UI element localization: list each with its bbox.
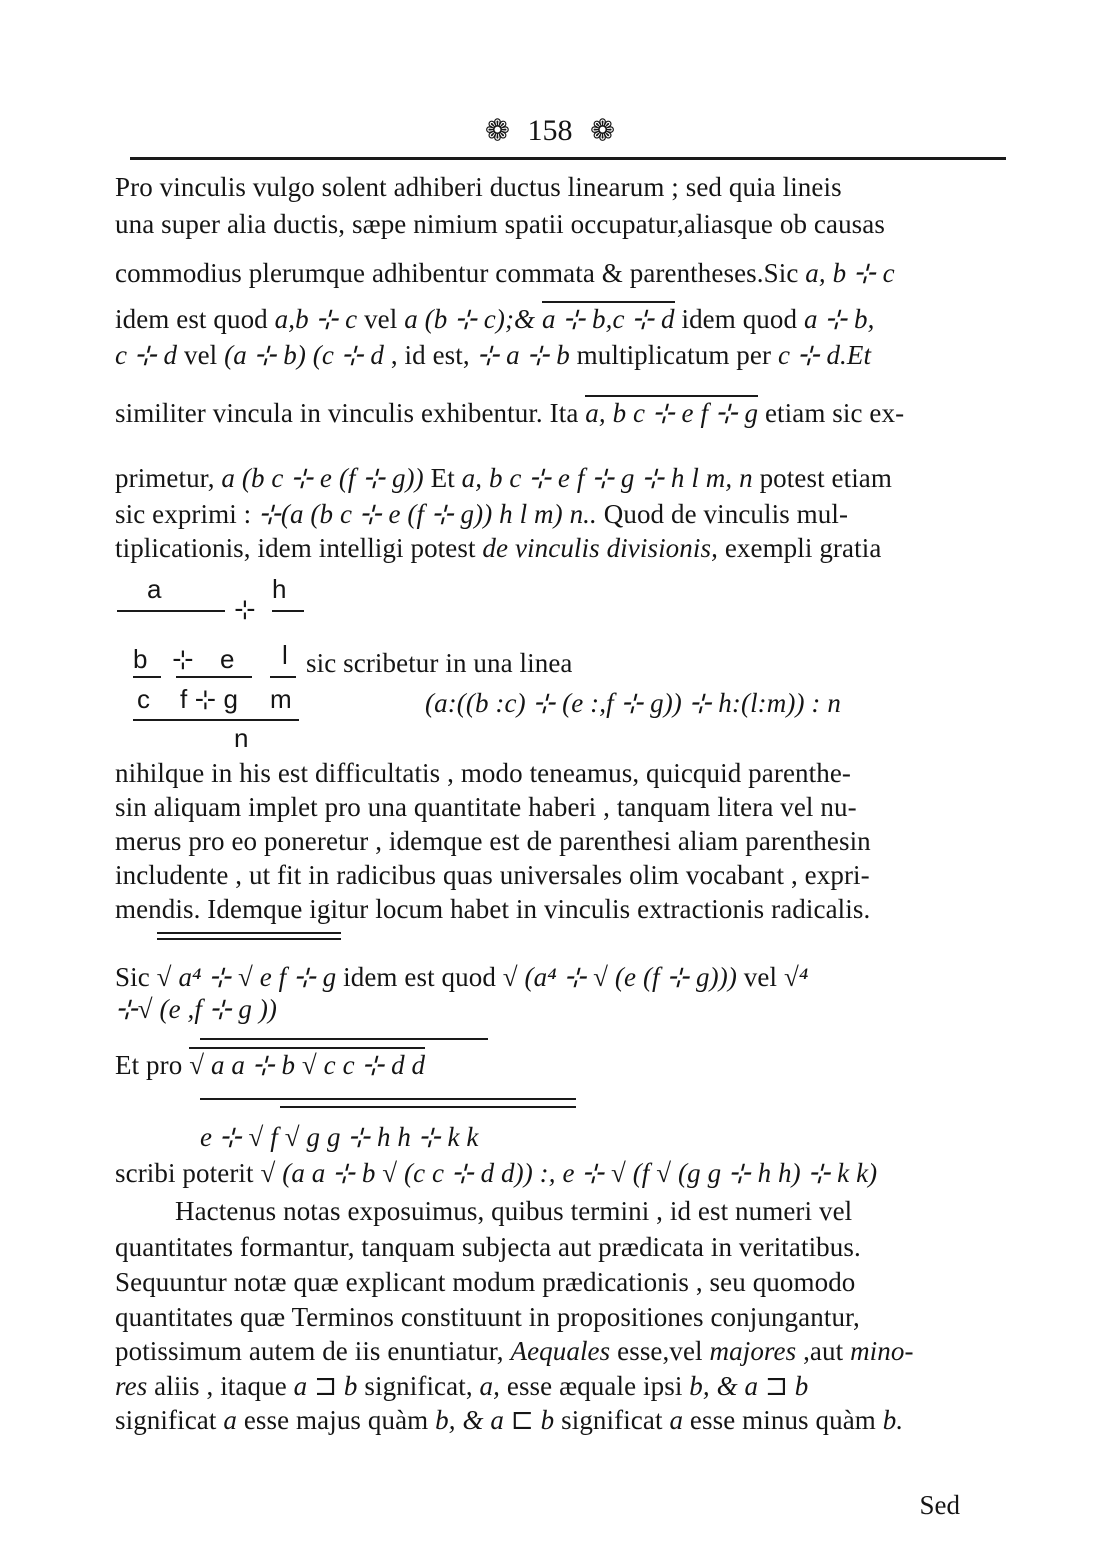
text-line-11: nihilque in his est difficultatis , modo teneamus, quicquid parenthe- [115,758,852,788]
text-line-1: Pro vinculis vulgo solent adhiberi ductus linearum ; sed quia lineis [115,172,842,202]
formula-m16: √ (a⁴ ⊹ √ (e (f ⊹ g))) [502,962,737,992]
text-line-24 [115,1371,808,1402]
line5-text-b: , id est, [390,340,470,370]
formula-m8: ⊹ a ⊹ b [476,340,570,370]
radical-vinculum-5 [280,1106,576,1108]
formula-m25: a [223,1405,237,1435]
formula-m7: (a ⊹ b) (c ⊹ d [224,340,384,370]
line17-text: Et pro [115,1050,183,1080]
fraction-den-n: n [234,723,249,753]
text-line-20: quantitates formantur, tanquam subjecta aut prædicata in veritatibus. [115,1232,861,1262]
formula-m15: √ a⁴ ⊹ √ e f ⊹ g [156,962,337,992]
line25-text-a: significat [115,1405,217,1435]
text-line-10: sic scribetur in una linea [306,648,573,678]
line6-text-b: etiam sic ex- [764,398,905,428]
text-line-3 [115,258,895,289]
formula-m5: a ⊹ b, [803,304,875,334]
line25-text-d: esse minus quàm [689,1405,876,1435]
fraction-main-bar [133,719,299,721]
formula-m1: a, b ⊹ c [805,258,895,288]
fraction-bar-bc [133,676,161,678]
text-line-22: quantitates quæ Terminos constituunt in propositiones conjungantur, [115,1302,860,1332]
line16-text-c: vel [743,962,778,992]
fraction-mid-l: l [282,640,288,670]
text-line-8 [115,499,848,530]
formula-m12: a, b c ⊹ e f ⊹ g ⊹ h l m, n [461,463,753,493]
line24-text-b: significat, [364,1371,473,1401]
formula-m21: √ (a a ⊹ b √ (c c ⊹ d d)) :, e ⊹ √ (f √ (g g ⊹ h h) ⊹ k k) [260,1158,878,1188]
text-line-14: includente , ut fit in radicibus quas universales olim vocabant , expri- [115,860,870,890]
line5-text-c: multiplicatum per [576,340,772,370]
radical-vinculum-1 [157,932,341,934]
formula-m24: b, & a ⊐ b [689,1371,809,1401]
line7-text-a: primetur, [115,463,215,493]
fraction-top-plus: ⊹ [234,594,256,624]
formula-m17: √⁴ [783,962,809,992]
line8-text-a: sic exprimi : [115,499,252,529]
line24-text-c: esse æquale ipsi [506,1371,683,1401]
text-line-12: sin aliquam implet pro una quantitate haberi , tanquam litera vel nu- [115,792,857,822]
fraction-bot-m: m [270,684,292,714]
text-line-9 [115,533,881,564]
line8-text-b: Quod de vinculis mul- [603,499,849,529]
fraction-bot-c: c [137,684,150,714]
fraction-top-a: a [147,574,162,604]
fraction-bar-efg [176,676,252,678]
line23-italic-a: Aequales [510,1336,611,1366]
formula-m23: a, [479,1371,500,1401]
radical-vinculum-4 [200,1098,576,1100]
formula-m19: √ a a ⊹ b √ c c ⊹ d d [189,1047,425,1080]
right-ornament-icon: ❁ [590,114,616,148]
line23-text-a: potissimum autem de iis enuntiatur, [115,1336,504,1366]
line9-text-b: exempli gratia [724,533,882,563]
line23-text-c: ,aut [803,1336,844,1366]
line24-italic: res [115,1371,148,1401]
line23-italic-c: mino- [850,1336,914,1366]
formula-m9: c ⊹ d.Et [777,340,872,370]
text-line-21: Sequuntur notæ quæ explicant modum prædicationis , seu quomodo [115,1267,856,1297]
formula-m3: a (b ⊹ c);& [404,304,536,334]
formula-m4: a ⊹ b,c ⊹ d [542,301,675,334]
text-line-4 [115,304,874,335]
formula-m18: ⊹√ (e ,f ⊹ g )) [115,994,278,1024]
text-line-16 [115,962,808,993]
line5-text-a: vel [183,340,218,370]
formula-m13: ⊹(a (b c ⊹ e (f ⊹ g)) h l m) n.. [258,499,597,529]
left-ornament-icon: ❁ [484,114,510,148]
line7-text-b: Et [430,463,455,493]
formula-m28: b. [882,1405,904,1435]
formula-m27: a [669,1405,684,1435]
formula-m14: (a:((b :c) ⊹ (e :,f ⊹ g)) ⊹ h:(l:m)) : n [425,688,841,718]
fraction-bar-h [272,610,304,612]
page-header [0,112,1100,149]
line6-text-a: similiter vincula in vinculis exhibentur. Ita [115,398,579,428]
text-line-17 [115,1050,425,1081]
formula-m20: e ⊹ √ f √ g g ⊹ h h ⊹ k k [200,1122,479,1152]
header-rule [130,157,1006,160]
line3-text: commodius plerumque adhibentur commata & parentheses.Sic [115,258,799,288]
line9-text-a: tiplicationis, idem intelligi potest [115,533,476,563]
line25-text-b: esse majus quàm [243,1405,429,1435]
formula-m26: b, & a ⊏ b [435,1405,555,1435]
text-line-15: mendis. Idemque igitur locum habet in vinculis extractionis radicalis. [115,894,871,924]
line9-italic: de vinculis divisionis, [482,533,718,563]
fraction-mid-e: e [220,644,235,674]
text-line-6 [115,398,904,429]
radical-vinculum-2 [157,938,341,940]
fraction-bar-lm [270,676,296,678]
line16-text-a: Sic [115,962,150,992]
line23-italic-b: majores [709,1336,797,1366]
formula-m6: c ⊹ d [115,340,178,370]
text-line-23 [115,1336,914,1367]
text-line-2: una super alia ductis, sæpe nimium spatii occupatur,aliasque ob causas [115,209,885,239]
fraction-bar-a [117,610,225,612]
text-line-25 [115,1405,903,1436]
page-number: 158 [527,114,573,148]
text-line-5 [115,340,871,371]
line18-text: scribi poterit [115,1158,254,1188]
formula-m11: a (b c ⊹ e (f ⊹ g)) [221,463,424,493]
line24-text-a: aliis , itaque [154,1371,287,1401]
fraction-top-h: h [272,574,287,604]
fraction-mid-plus: ⊹ [172,644,194,674]
line23-text-b: esse,vel [617,1336,703,1366]
formula-m2: a,b ⊹ c [274,304,358,334]
text-line-13: merus pro eo poneretur , idemque est de parenthesi aliam parenthesin [115,826,871,856]
line4-text-a: idem est quod [115,304,268,334]
catchword: Sed [919,1490,960,1520]
fraction-mid-b: b [133,644,148,674]
radical-vinculum-3 [200,1038,488,1040]
text-line-19: Hactenus notas exposuimus, quibus termini , id est numeri vel [175,1196,853,1226]
line4-text-c: idem quod [681,304,798,334]
line16-text-b: idem est quod [343,962,496,992]
formula-m10: a, b c ⊹ e f ⊹ g [585,395,758,428]
line4-text-b: vel [364,304,398,334]
fraction-bot-fg: f ⊹ g [180,684,238,714]
text-line-18 [115,1158,877,1189]
formula-m22: a ⊐ b [293,1371,358,1401]
line25-text-c: significat [561,1405,663,1435]
line7-text-c: potest etiam [759,463,892,493]
text-line-7 [115,463,892,494]
